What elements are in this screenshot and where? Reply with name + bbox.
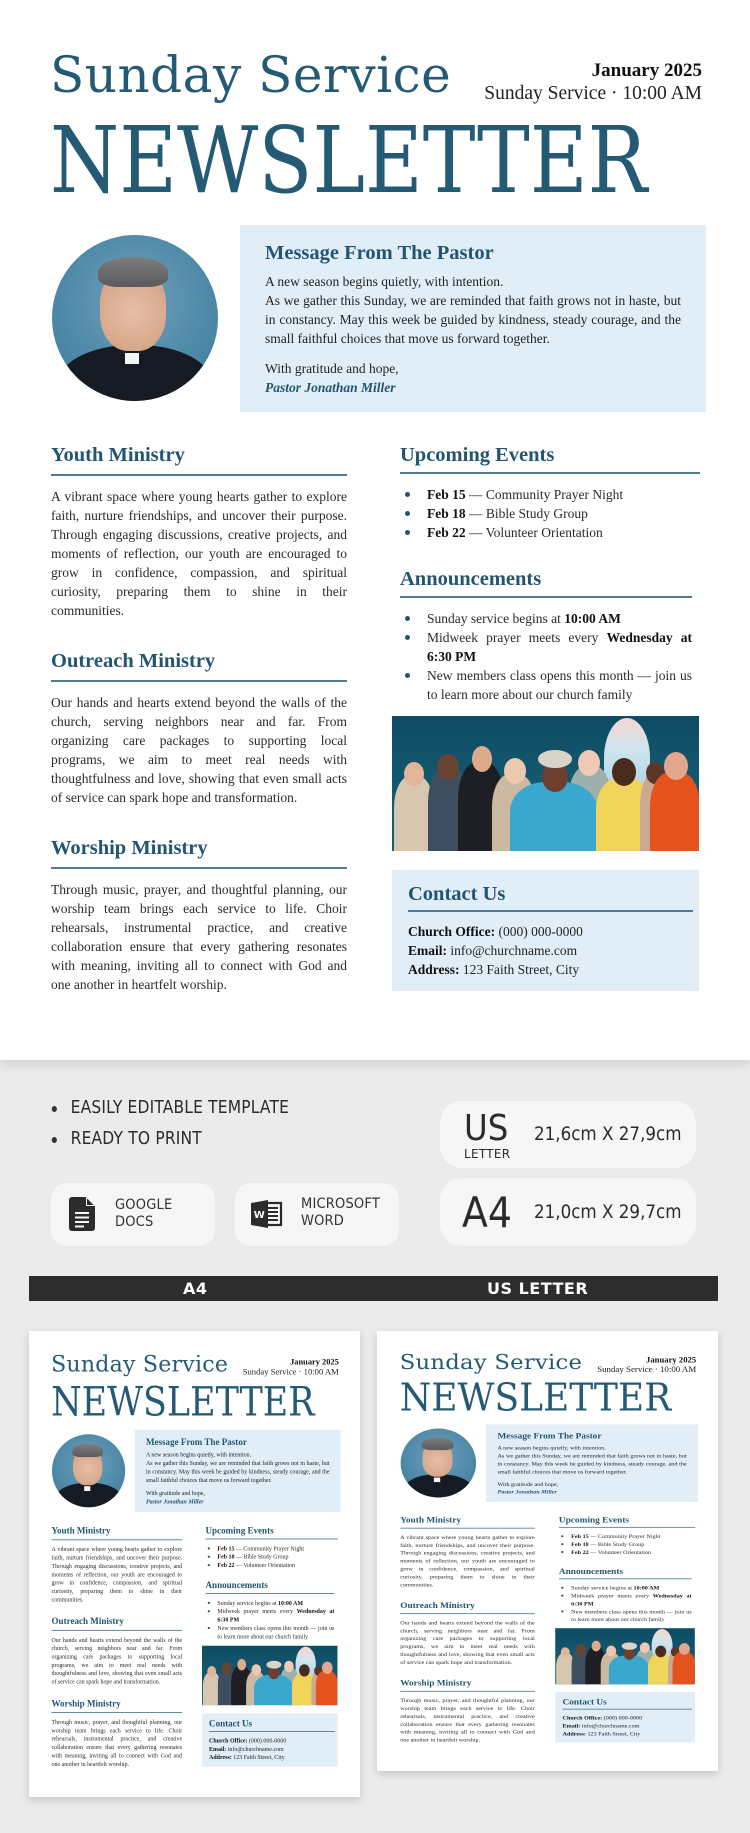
microsoft-word-icon — [251, 1200, 283, 1233]
section-divider — [400, 472, 700, 474]
congregation-photo — [555, 1628, 695, 1684]
youth-ministry-section — [400, 1515, 535, 1588]
pastor-photo — [52, 235, 218, 401]
bullet-icon — [208, 1627, 210, 1629]
pastor-message-box — [240, 225, 706, 412]
pastor-signature: Pastor Jonathan Miller — [497, 1488, 557, 1495]
section-heading: Announcements — [400, 568, 542, 590]
pastor-message-box — [135, 1430, 341, 1512]
issue-date: January 2025 — [290, 1357, 339, 1367]
worship-ministry-section — [400, 1678, 535, 1744]
section-divider — [559, 1527, 695, 1528]
pastor-photo — [401, 1429, 476, 1498]
pastor-message-body: As we gather this Sunday, we are reminded that faith grows not in haste, but in constancy. May this week be guided by kindness, steady courage, and the small faithful choices that move us forward together. — [265, 293, 681, 346]
section-heading: Worship Ministry — [51, 837, 208, 859]
section-heading: Upcoming Events — [558, 1515, 630, 1525]
announcement-item: Sunday service begins at 10:00 AM — [559, 1584, 692, 1592]
section-divider — [52, 1630, 183, 1631]
event-item: Feb 15 — Community Prayer Night — [206, 1544, 338, 1552]
format-label-a4: A4 — [183, 1279, 208, 1298]
preview-us-letter — [377, 1331, 718, 1771]
bullet-icon — [405, 511, 410, 516]
congregation-photo — [202, 1646, 337, 1705]
newsletter-title: Sunday Service — [51, 1351, 229, 1377]
announcement-item: Sunday service begins at 10:00 AM — [400, 609, 692, 628]
bullet-icon — [52, 1137, 57, 1143]
event-item: Feb 18 — Bible Study Group — [206, 1553, 338, 1561]
contact-email: Email: info@churchname.com — [408, 943, 578, 958]
section-body: Our hands and hearts extend beyond the walls of the church, serving neighbors near and far. From organizing care packages to supporting local programs, we aim to meet real needs with thoughtfulness and love, showing that even small acts of service can spark hope and transformation. — [51, 695, 347, 805]
section-heading: Outreach Ministry — [51, 650, 216, 672]
contact-phone: Church Office: (000) 000-0000 — [209, 1737, 287, 1744]
google-docs-icon — [69, 1197, 95, 1236]
service-time: Sunday Service · 10:00 AM — [242, 1367, 339, 1377]
section-divider — [400, 596, 692, 598]
youth-ministry-section — [52, 1526, 183, 1604]
app-label: GOOGLE DOCS — [115, 1197, 173, 1230]
contact-heading: Contact Us — [209, 1719, 253, 1729]
contact-phone: Church Office: (000) 000-0000 — [562, 1714, 643, 1721]
announcement-item: New members class opens this month — join us to learn more about our church family — [400, 666, 692, 704]
upcoming-events-section — [559, 1515, 695, 1556]
contact-address: Address: 123 Faith Street, City — [562, 1730, 641, 1737]
pastor-signature: Pastor Jonathan Miller — [265, 380, 396, 395]
pastor-message-intro: A new season begins quietly, with intention. — [265, 274, 504, 289]
newsletter-preview-a4 — [29, 1331, 360, 1797]
pastor-message-closing: With gratitude and hope, — [265, 361, 399, 376]
upcoming-events-section — [206, 1526, 338, 1570]
section-body: Our hands and hearts extend beyond the walls of the church, serving neighbors near and far. From organizing care packages to supporting local programs, we aim to meet real needs with thoughtfulness and love, showing that even small acts of service can spark hope and transformation. — [400, 1619, 535, 1666]
section-divider — [563, 1709, 693, 1710]
bullet-icon — [561, 1535, 563, 1537]
congregation-photo — [392, 716, 699, 851]
upcoming-events-section — [400, 443, 700, 542]
contact-email: Email: info@churchname.com — [562, 1722, 640, 1729]
contact-phone: Church Office: (000) 000-0000 — [408, 924, 583, 939]
feature-item: READY TO PRINT — [50, 1128, 289, 1159]
bullet-icon — [405, 530, 410, 535]
size-sublabel: LETTER — [464, 1147, 511, 1161]
bullet-icon — [561, 1587, 563, 1589]
size-badge-a4 — [440, 1178, 696, 1246]
event-item: Feb 15 — Community Prayer Night — [559, 1532, 695, 1540]
size-label: A4 — [462, 1188, 512, 1237]
section-body: Through music, prayer, and thoughtful planning, our worship team brings each service to life. Choir rehearsals, instrumental practice, and creative collaboration ensure that every gathering resonates with meaning, inviting all to connect with God and one another in heartfelt worship. — [51, 1718, 183, 1768]
contact-box — [392, 870, 699, 991]
service-time: Sunday Service · 10:00 AM — [484, 83, 702, 104]
announcements-section — [206, 1580, 335, 1640]
section-heading: Upcoming Events — [400, 444, 555, 466]
section-heading: Youth Ministry — [51, 1526, 111, 1536]
bullet-icon — [208, 1564, 210, 1566]
section-body: A vibrant space where young hearts gather to explore faith, nurture friendships, and uncover their purpose. Through engaging discussions, creative projects, and moments of reflection, our youth are encouraged to grow in confidence, compassion, and spiritual curiosity, preparing them to shine in their communities. — [51, 1545, 183, 1603]
outreach-ministry-section — [52, 1616, 183, 1685]
section-heading: Outreach Ministry — [400, 1600, 475, 1610]
outreach-ministry-section — [400, 1600, 535, 1666]
section-heading: Announcements — [558, 1566, 624, 1576]
bullet-icon — [561, 1595, 563, 1597]
newsletter-title: Sunday Service — [50, 46, 452, 104]
format-label-us-letter: US LETTER — [487, 1279, 589, 1298]
section-divider — [400, 1613, 535, 1614]
format-bar — [29, 1276, 718, 1301]
worship-ministry-section — [52, 1699, 183, 1768]
pastor-message-intro: A new season begins quietly, with intention. — [497, 1444, 606, 1451]
pastor-message-body: As we gather this Sunday, we are reminded that faith grows not in haste, but in constancy. May this week be guided by kindness, steady courage, and the small faithful choices that move us forward together. — [497, 1452, 687, 1475]
section-divider — [209, 1731, 335, 1732]
size-badge-us-letter — [440, 1101, 696, 1168]
announcement-item: Midweek prayer meets every Wednesday at 6:30 PM — [559, 1592, 692, 1608]
outreach-ministry-section — [51, 649, 347, 807]
bullet-icon — [561, 1543, 563, 1545]
feature-list — [50, 1097, 328, 1159]
section-divider — [51, 867, 347, 869]
google-docs-badge[interactable] — [51, 1183, 215, 1246]
announcement-item: New members class opens this month — join us to learn more about our church family — [206, 1624, 335, 1641]
section-body: Our hands and hearts extend beyond the walls of the church, serving neighbors near and far. From organizing care packages to supporting local programs, we aim to meet real needs with thoughtfulness and love, showing that even small acts of service can spark hope and transformation. — [51, 1636, 183, 1685]
announcement-item: Midweek prayer meets every Wednesday at 6:30 PM — [206, 1607, 335, 1624]
bullet-icon — [561, 1551, 563, 1553]
announcement-item: Midweek prayer meets every Wednesday at 6:30 PM — [400, 628, 692, 666]
bullet-icon — [208, 1610, 210, 1612]
pastor-message-heading: Message From The Pastor — [497, 1431, 602, 1441]
contact-box — [202, 1713, 337, 1766]
contact-heading: Contact Us — [408, 883, 506, 905]
newsletter-masthead: NEWSLETTER — [50, 107, 648, 214]
preview-a4 — [29, 1331, 360, 1797]
newsletter-title: Sunday Service — [399, 1350, 583, 1375]
size-dimensions: 21,0cm X 29,7cm — [534, 1201, 682, 1223]
event-item: Feb 22 — Volunteer Orientation — [559, 1548, 695, 1556]
event-item: Feb 22 — Volunteer Orientation — [206, 1561, 338, 1569]
bullet-icon — [405, 673, 410, 678]
section-body: A vibrant space where young hearts gather to explore faith, nurture friendships, and uncover their purpose. Through engaging discussions, creative projects, and moments of reflection, our youth are encouraged to grow in confidence, compassion, and spiritual curiosity, preparing them to shine in their communities. — [51, 489, 347, 618]
pastor-message-heading: Message From The Pastor — [145, 1437, 247, 1448]
bullet-icon — [561, 1610, 563, 1612]
event-item: Feb 18 — Bible Study Group — [400, 504, 700, 523]
newsletter-preview-us-letter — [377, 1331, 718, 1771]
bullet-icon — [405, 635, 410, 640]
section-divider — [52, 1539, 183, 1540]
section-body: Through music, prayer, and thoughtful planning, our worship team brings each service to life. Choir rehearsals, instrumental practice, and creative collaboration ensure that every gathering resonates with meaning, inviting all to connect with God and one another in heartfelt worship. — [400, 1697, 535, 1743]
contact-address: Address: 123 Faith Street, City — [408, 962, 580, 977]
contact-email: Email: info@churchname.com — [209, 1745, 284, 1753]
event-item: Feb 18 — Bible Study Group — [559, 1540, 695, 1548]
service-time: Sunday Service · 10:00 AM — [597, 1365, 697, 1375]
pastor-message-closing: With gratitude and hope, — [145, 1489, 205, 1497]
section-heading: Worship Ministry — [400, 1678, 472, 1688]
section-heading: Youth Ministry — [51, 444, 185, 466]
pastor-message-body: As we gather this Sunday, we are reminded that faith grows not in haste, but in constancy. May this week be guided by kindness, steady courage, and the small faithful choices that move us forward together. — [145, 1459, 330, 1484]
bullet-icon — [208, 1602, 210, 1604]
section-divider — [408, 910, 693, 912]
bullet-icon — [52, 1106, 57, 1112]
newsletter-masthead: NEWSLETTER — [51, 1378, 315, 1426]
section-divider — [51, 474, 347, 476]
bullet-icon — [405, 492, 410, 497]
size-label: US — [464, 1108, 509, 1149]
section-divider — [400, 1691, 535, 1692]
section-divider — [559, 1578, 692, 1579]
pastor-signature: Pastor Jonathan Miller — [145, 1498, 204, 1505]
issue-date: January 2025 — [591, 60, 702, 81]
feature-item: EASILY EDITABLE TEMPLATE — [50, 1097, 289, 1128]
event-item: Feb 15 — Community Prayer Night — [400, 485, 700, 504]
section-heading: Worship Ministry — [51, 1698, 121, 1709]
bullet-icon — [208, 1556, 210, 1558]
announcements-section — [400, 567, 692, 704]
section-heading: Announcements — [205, 1580, 268, 1591]
svg-text:W: W — [253, 1210, 265, 1221]
announcement-item: New members class opens this month — join us to learn more about our church family — [559, 1607, 692, 1623]
bullet-icon — [208, 1547, 210, 1549]
pastor-photo — [52, 1434, 125, 1507]
worship-ministry-section — [51, 836, 347, 994]
section-divider — [52, 1712, 183, 1713]
section-heading: Outreach Ministry — [51, 1616, 124, 1627]
section-divider — [400, 1528, 535, 1529]
announcements-section — [559, 1566, 692, 1623]
pastor-message-box — [486, 1424, 698, 1502]
microsoft-word-badge[interactable] — [235, 1183, 399, 1246]
bullet-icon — [405, 616, 410, 621]
youth-ministry-section — [51, 443, 347, 620]
pastor-message-intro: A new season begins quietly, with intention. — [145, 1451, 252, 1459]
section-heading: Upcoming Events — [205, 1526, 274, 1536]
section-divider — [206, 1538, 338, 1539]
section-body: Through music, prayer, and thoughtful planning, our worship team brings each service to life. Choir rehearsals, instrumental practice, and creative collaboration ensure that every gathering resonates with meaning, inviting all to connect with God and one another in heartfelt worship. — [51, 882, 347, 992]
pastor-message-heading: Message From The Pastor — [265, 242, 494, 264]
section-divider — [51, 680, 347, 682]
contact-box — [555, 1692, 695, 1742]
pastor-message-closing: With gratitude and hope, — [497, 1480, 559, 1488]
issue-date: January 2025 — [646, 1355, 697, 1365]
contact-address: Address: 123 Faith Street, City — [209, 1753, 285, 1761]
newsletter-masthead: NEWSLETTER — [399, 1375, 672, 1420]
announcement-item: Sunday service begins at 10:00 AM — [206, 1599, 335, 1607]
event-item: Feb 22 — Volunteer Orientation — [400, 523, 700, 542]
app-label: MICROSOFT WORD — [301, 1196, 380, 1229]
size-dimensions: 21,6cm X 27,9cm — [534, 1123, 682, 1145]
section-divider — [206, 1593, 335, 1594]
contact-heading: Contact Us — [562, 1697, 607, 1707]
section-heading: Youth Ministry — [400, 1515, 462, 1525]
section-body: A vibrant space where young hearts gather to explore faith, nurture friendships, and uncover their purpose. Through engaging discussions, creative projects, and moments of reflection, our youth are encouraged to grow in confidence, compassion, and spiritual curiosity, preparing them to shine in their communities. — [400, 1533, 535, 1588]
